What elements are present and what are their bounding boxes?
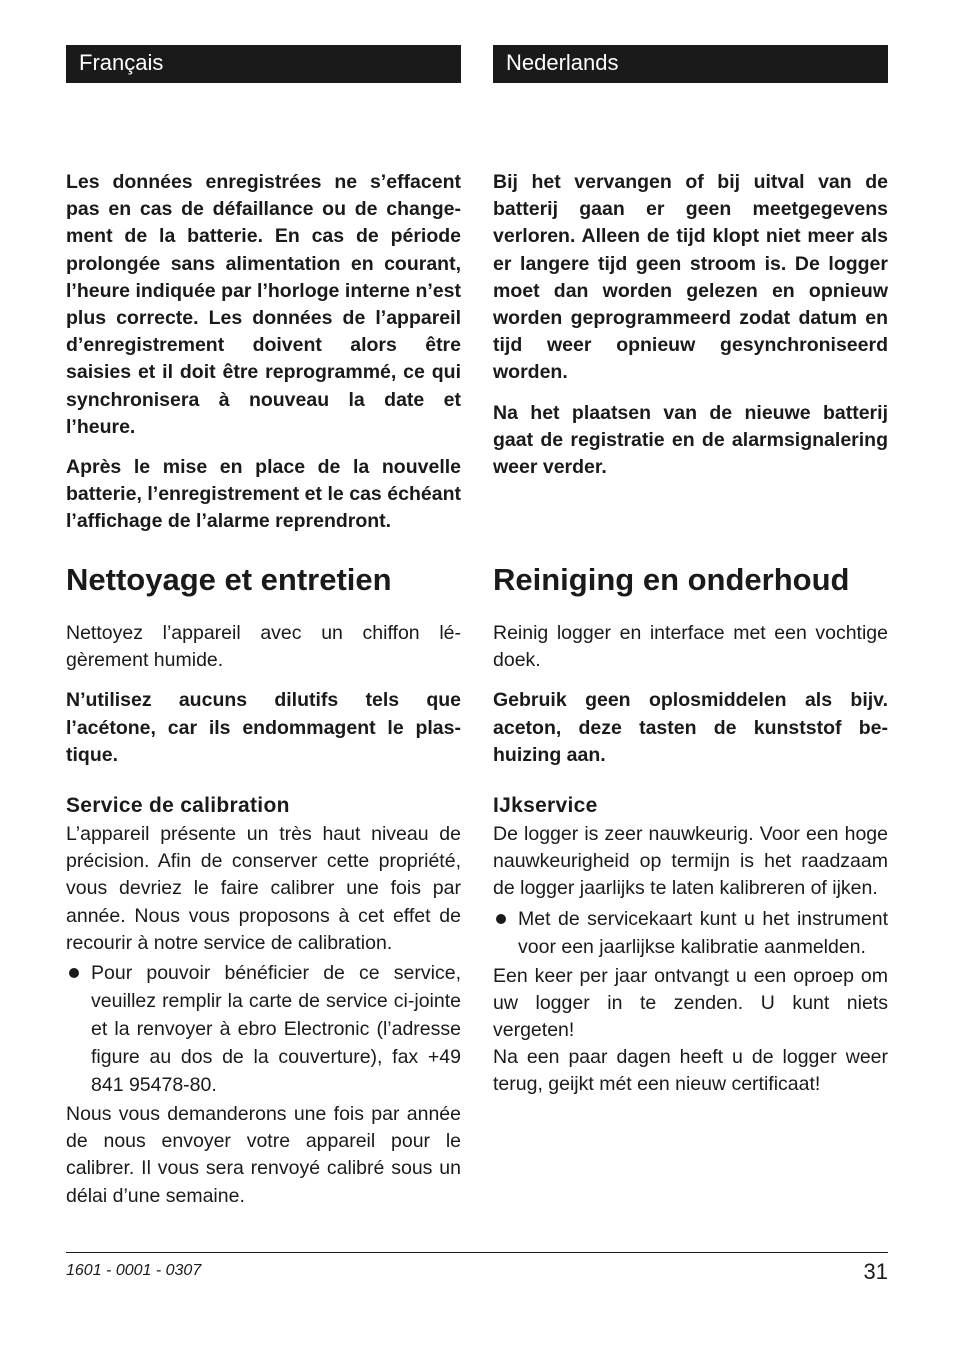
document-code: 1601 - 0001 - 0307 <box>66 1262 202 1279</box>
cleaning-section-dutch <box>493 560 888 1099</box>
bullet-dot-icon <box>496 914 506 924</box>
section-heading: Reiniging en onderhoud <box>493 562 850 597</box>
language-header-french: Français <box>66 45 461 83</box>
calibration-bullets <box>493 905 888 961</box>
battery-notes-dutch <box>493 169 888 494</box>
cleaning-warning: N’utilisez aucuns dilutifs tels que l’acétone, car ils endommagent le plastique. <box>66 689 461 766</box>
calibration-paragraph-2: Een keer per jaar ontvangt u een oproep om uw logger in te zenden. U kunt niets vergeten! <box>493 964 888 1042</box>
calibration-paragraph-3: Na een paar dagen heeft u de logger weer terug, geijkt mét een nieuw certificaat! <box>493 1046 888 1096</box>
calibration-bullets <box>66 959 461 1099</box>
bullet-text: Pour pouvoir bénéficier de ce service, veuillez remplir la carte de service ci-jointe et la renvoyer à ebro Electronic (l’adresse figure au dos de la couverture), fax +49 841 95478-80. <box>91 962 461 1097</box>
column-french <box>66 45 461 1207</box>
calibration-section-french <box>66 791 461 1210</box>
column-dutch <box>493 45 888 1096</box>
footer-divider <box>66 1252 888 1253</box>
subsection-heading: IJkservice <box>493 794 598 818</box>
battery-paragraph-1: Les données enregistrées ne s’effacent pas en cas de défaillance ou de changement de la batterie. En cas de période prolongée sans alimentation en courant, l’heure indiquée par l’horloge interne n’est plus correcte. Les données de l’appareil d’enregistrement doivent alors être saisies et il doit être reprogrammé, ce qui synchronisera à nouveau la date et l’heure. <box>66 171 461 438</box>
cleaning-warning: Gebruik geen oplosmiddelen als bijv. aceton, deze tasten de kunststof behuizing aan. <box>493 689 888 766</box>
battery-paragraph-2: Na het plaatsen van de nieuwe batterij gaat de registratie en de alarmsignalering weer verder. <box>493 401 888 479</box>
cleaning-paragraph: Nettoyez l’appareil avec un chiffon légèrement humide. <box>66 622 461 672</box>
battery-paragraph-1: Bij het vervangen of bij uitval van de batterij gaan er geen meetgegevens verloren. Alleen de tijd klopt niet meer als er langere tijd geen stroom is. De logger moet dan worden gelezen en opnieuw worden geprogrammeerd zodat datum en tijd weer opnieuw gesynchroniseerd worden. <box>493 171 888 384</box>
cleaning-section-french <box>66 560 461 1210</box>
section-heading: Nettoyage et entretien <box>66 562 392 597</box>
battery-paragraph-2: Après le mise en place de la nouvelle batterie, l’enregistrement et le cas échéant l’affichage de l’alarme reprendront. <box>66 456 461 533</box>
bullet-item <box>66 959 461 1099</box>
bullet-text: Met de servicekaart kunt u het instrument voor een jaarlijkse kalibratie aanmelden. <box>518 907 888 958</box>
bullet-dot-icon <box>69 968 79 978</box>
language-header-dutch: Nederlands <box>493 45 888 83</box>
page-number: 31 <box>863 1259 888 1284</box>
cleaning-paragraph: Reinig logger en interface met een vochtige doek. <box>493 622 888 672</box>
bullet-item <box>493 905 888 961</box>
calibration-paragraph-1: L’appareil présente un très haut niveau de précision. Afin de conserver cette propriété, vous devriez le faire calibrer une fois par année. Nous vous proposons à cet effet de recourir à notre service de calibration. <box>66 823 461 954</box>
calibration-paragraph-2: Nous vous demanderons une fois par année de nous envoyer votre appareil pour le calibrer. Il vous sera renvoyé calibré sous un délai d’une semaine. <box>66 1103 461 1207</box>
battery-notes-french <box>66 169 461 549</box>
calibration-paragraph-1: De logger is zeer nauwkeurig. Voor een hoge nauwkeurigheid op termijn is het raadzaam de logger jaarlijks te laten kalibreren of ijken. <box>493 823 888 900</box>
subsection-heading: Service de calibration <box>66 794 290 818</box>
calibration-section-dutch <box>493 791 888 1099</box>
